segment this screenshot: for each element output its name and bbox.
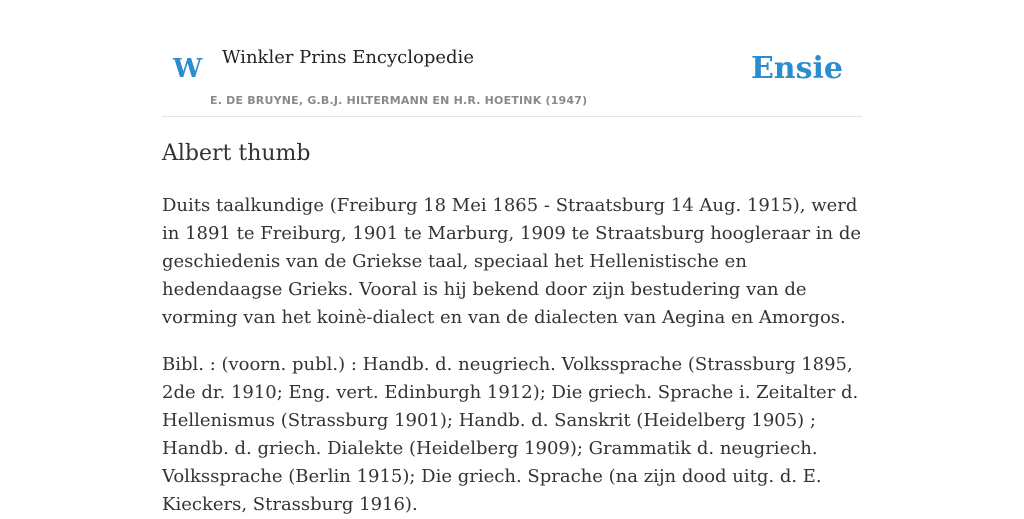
ensie-brand-logo[interactable]: Ensie	[750, 51, 843, 86]
winkler-prins-logo[interactable]: W	[173, 54, 203, 84]
article-paragraph-description: Duits taalkundige (Freiburg 18 Mei 1865 - Straatsburg 14 Aug. 1915), werd in 1891 te Freiburg, 1901 te Marburg, 1909 te Straatsburg hoogleraar in de geschiedenis van de Griekse taal, speciaal het Hellenistische en hedendaagse Grieks. Vooral is hij bekend door zijn bestudering van de vorming van het koinè-dialect en van de dialecten van Aegina en Amorgos.	[162, 195, 862, 328]
article-content	[162, 138, 862, 519]
article-title: Albert thumb	[162, 141, 311, 166]
article-paragraph-bibliography: Bibl. : (voorn. publ.) : Handb. d. neugriech. Volkssprache (Strassburg 1895, 2de dr. 1910; Eng. vert. Edinburgh 1912); Die griech. Sprache i. Zeitalter d. Hellenismus (Strassburg 1901); Handb. d. Sanskrit (Heidelberg 1905) ; Handb. d. griech. Dialekte (Heidelberg 1909); Grammatik d. neugriech. Volkssprache (Berlin 1915); Die griech. Sprache (na zijn dood uitg. d. E. Kieckers, Strassburg 1916).	[162, 354, 859, 515]
page-header	[162, 0, 862, 117]
book-authors: E. DE BRUYNE, G.B.J. HILTERMANN EN H.R. HOETINK (1947)	[210, 94, 588, 107]
book-title[interactable]: Winkler Prins Encyclopedie	[222, 47, 474, 68]
